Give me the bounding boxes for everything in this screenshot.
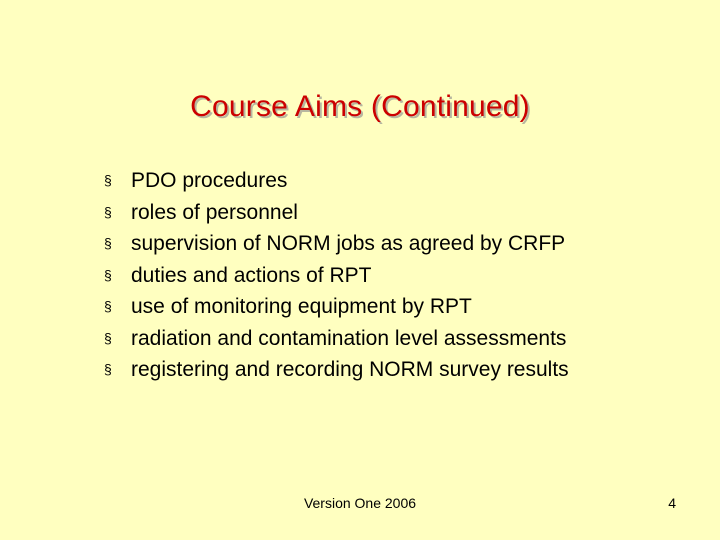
list-item	[104, 228, 569, 260]
list-item	[104, 323, 569, 355]
bullet-icon: §	[104, 266, 112, 283]
bullet-icon: §	[104, 298, 112, 314]
bullet-icon: §	[104, 172, 112, 188]
bullet-text: use of monitoring equipment by RPT	[131, 295, 472, 318]
bullet-icon: §	[104, 329, 112, 346]
slide-title	[0, 90, 720, 124]
bullet-text: registering and recording NORM survey results	[131, 358, 569, 381]
bullet-text: duties and actions of RPT	[131, 263, 372, 287]
bullet-text: roles of personnel	[131, 200, 298, 224]
bullet-icon: §	[104, 235, 112, 251]
list-item	[104, 291, 569, 323]
bullet-text: supervision of NORM jobs as agreed by CRFP	[131, 232, 566, 255]
list-item	[104, 260, 569, 292]
page-number: 4	[668, 495, 676, 511]
bullet-icon: §	[104, 361, 112, 377]
list-item	[104, 197, 569, 229]
bullet-text: radiation and contamination level assessments	[131, 326, 567, 350]
bullet-text: PDO procedures	[131, 169, 288, 192]
slide-title-text: Course Aims (Continued)	[190, 90, 530, 123]
bullet-icon: §	[104, 203, 112, 220]
footer-version: Version One 2006	[303, 495, 417, 511]
list-item	[104, 354, 569, 386]
bullet-list	[104, 165, 569, 386]
list-item	[104, 165, 569, 197]
